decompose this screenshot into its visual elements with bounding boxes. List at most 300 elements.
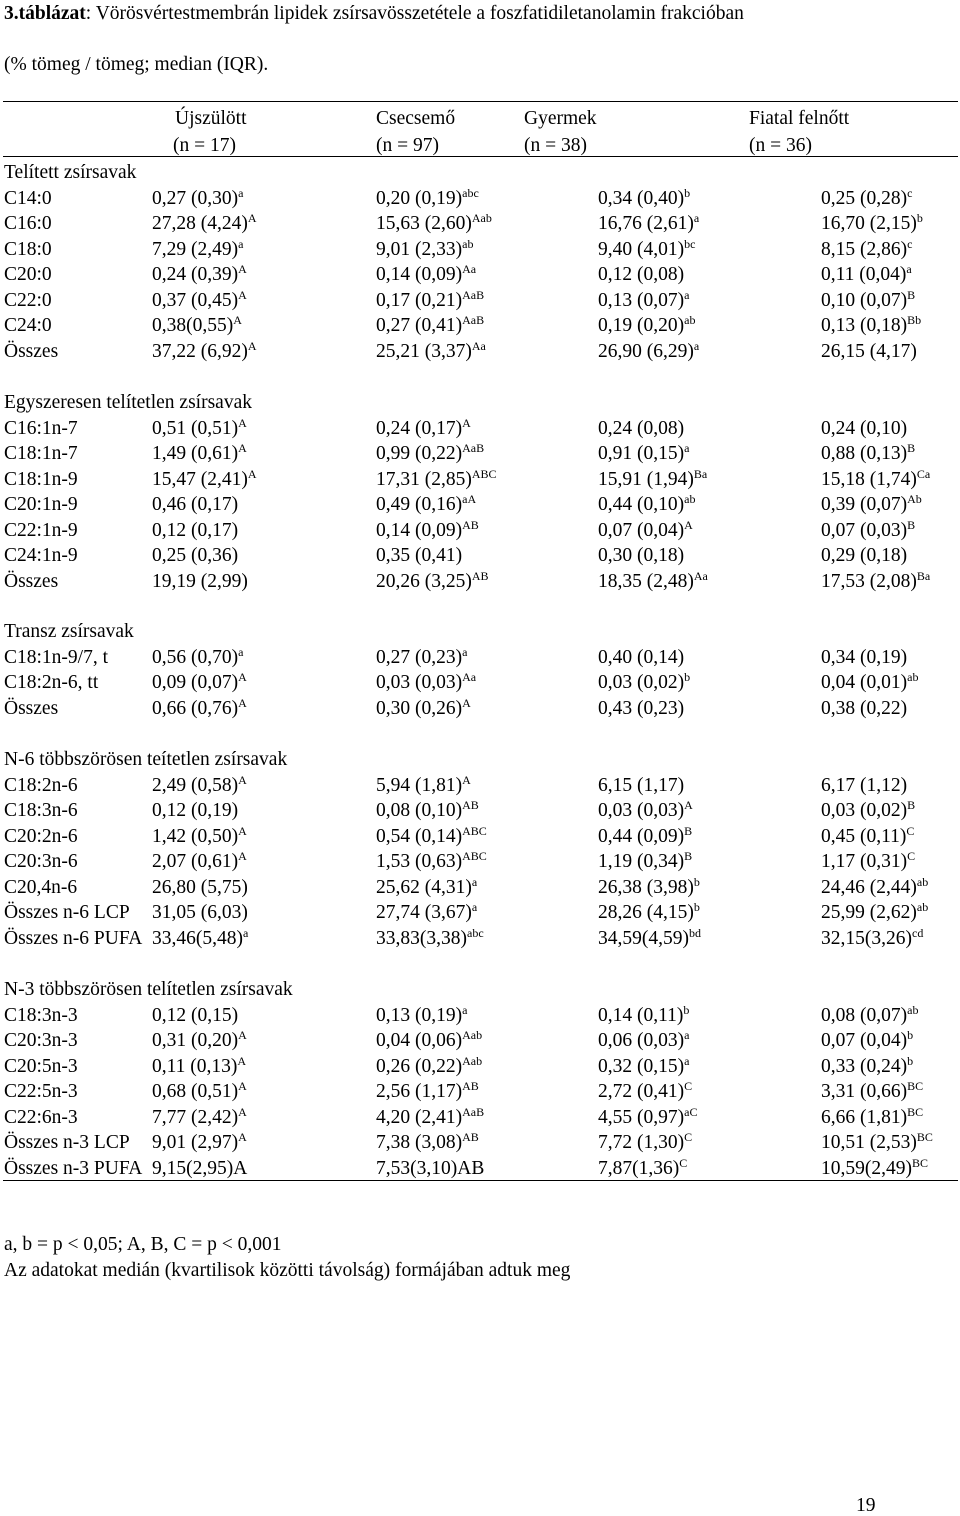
table-cell (152, 237, 244, 260)
table-cell (821, 288, 916, 311)
cell-value: 0,31 (0,20) (152, 1030, 239, 1051)
table-bottom-rule (3, 1180, 958, 1181)
significance-superscript: a (684, 1054, 690, 1068)
table-cell (376, 773, 471, 796)
cell-value: 0,66 (0,76) (152, 698, 239, 719)
table-cell (821, 849, 916, 872)
significance-superscript: AaB (462, 288, 485, 302)
significance-superscript: a (238, 645, 244, 659)
table-cell (821, 1028, 914, 1051)
table-cell (821, 313, 922, 336)
cell-value: 0,04 (0,06) (376, 1030, 463, 1051)
table-cell (376, 262, 477, 285)
cell-value: 0,09 (0,07) (152, 672, 239, 693)
table-cell (152, 313, 242, 336)
significance-superscript: Bb (907, 313, 922, 327)
cell-value: 0,10 (0,07) (821, 290, 908, 311)
significance-superscript: AB (471, 569, 489, 583)
cell-value: 1,53 (0,63) (376, 851, 463, 872)
cell-value: 0,14 (0,09) (376, 264, 463, 285)
significance-superscript: A (462, 416, 471, 430)
cell-value: 0,40 (0,14) (598, 647, 685, 668)
significance-superscript: b (907, 1054, 914, 1068)
cell-value: 0,27 (0,23) (376, 647, 463, 668)
cell-value: 0,11 (0,04) (821, 264, 907, 285)
table-cell (152, 801, 238, 821)
col-header-newborn: Újszülött (175, 108, 247, 129)
row-label: C22:0 (4, 290, 52, 311)
table-cell (376, 546, 462, 566)
table-cell (821, 419, 907, 439)
row-label: Összes n-6 PUFA (4, 928, 143, 949)
cell-value: 0,32 (0,15) (598, 1056, 685, 1077)
table-cell (821, 798, 916, 821)
table-cell (598, 313, 696, 336)
significance-superscript: B (907, 288, 916, 302)
row-label: C16:1n-7 (4, 418, 78, 439)
cell-value: 0,06 (0,03) (598, 1030, 685, 1051)
table-cell (598, 492, 696, 515)
table-cell (152, 1079, 247, 1102)
section-heading: Egyszeresen telítetlen zsírsavak (4, 392, 252, 413)
row-label: C20:3n-6 (4, 851, 78, 872)
significance-superscript: Ab (907, 492, 922, 506)
cell-value: 26,38 (3,98) (598, 877, 694, 898)
significance-superscript: a (684, 441, 690, 455)
cell-value: 7,87(1,36) (598, 1158, 680, 1179)
row-label: Összes n-3 LCP (4, 1132, 130, 1153)
significance-superscript: ab (462, 237, 474, 251)
row-label: C18:2n-6, tt (4, 672, 99, 693)
table-cell (821, 926, 924, 949)
col-header-newborn-n: (n = 17) (173, 135, 236, 156)
table-cell (598, 1028, 690, 1051)
cell-value: 27,74 (3,67) (376, 902, 472, 923)
cell-value: 34,59(4,59) (598, 928, 689, 949)
significance-superscript: Ca (916, 467, 931, 481)
table-cell (152, 416, 247, 439)
table-cell (821, 441, 916, 464)
table-cell (376, 416, 471, 439)
significance-superscript: Aa (693, 569, 708, 583)
table-cell (598, 518, 693, 541)
significance-superscript: A (238, 1079, 247, 1093)
table-cell (376, 237, 474, 260)
cell-value: 19,19 (2,99) (152, 571, 248, 592)
cell-value: 6,66 (1,81) (821, 1107, 908, 1128)
significance-superscript: A (238, 773, 247, 787)
cell-value: 0,14 (0,09) (376, 520, 463, 541)
table-cell (598, 849, 693, 872)
table-cell (152, 773, 247, 796)
significance-superscript: A (238, 849, 247, 863)
table-subtitle: (% tömeg / tömeg; median (IQR). (4, 54, 269, 75)
table-cell (152, 211, 257, 234)
table-cell (376, 1159, 484, 1179)
table-cell (598, 467, 708, 490)
row-label: C20:5n-3 (4, 1056, 78, 1077)
cell-value: 0,11 (0,13) (152, 1056, 238, 1077)
footnote-significance: a, b = p < 0,05; A, B, C = p < 0,001 (4, 1234, 282, 1255)
significance-superscript: AB (462, 1079, 479, 1093)
table-cell (821, 262, 912, 285)
row-label: Összes n-3 PUFA (4, 1158, 143, 1179)
significance-superscript: b (684, 670, 691, 684)
cell-value: 0,24 (0,17) (376, 418, 463, 439)
significance-superscript: a (471, 875, 478, 889)
significance-superscript: B (907, 518, 916, 532)
significance-superscript: Aab (471, 211, 492, 225)
cell-value: 0,88 (0,13) (821, 443, 908, 464)
significance-superscript: ab (684, 492, 696, 506)
page-number: 19 (856, 1495, 876, 1516)
cell-value: 31,05 (6,03) (152, 902, 248, 923)
row-label: Összes (4, 571, 59, 592)
cell-value: 0,56 (0,70) (152, 647, 239, 668)
table-cell (152, 824, 247, 847)
cell-value: 0,26 (0,22) (376, 1056, 463, 1077)
table-cell (152, 926, 249, 949)
significance-superscript: A (238, 416, 247, 430)
row-label: Összes n-6 LCP (4, 902, 130, 923)
table-cell (598, 211, 700, 234)
table-cell (821, 699, 907, 719)
cell-value: 0,25 (0,28) (821, 188, 908, 209)
table-cell (376, 1130, 479, 1153)
cell-value: 9,40 (4,01) (598, 239, 685, 260)
significance-superscript: A (462, 696, 471, 710)
significance-superscript: B (907, 798, 916, 812)
table-cell (376, 569, 489, 592)
significance-superscript: A (462, 773, 471, 787)
section-heading: Transz zsírsavak (4, 621, 134, 642)
significance-superscript: A (238, 696, 247, 710)
cell-value: 8,15 (2,86) (821, 239, 908, 260)
table-cell (376, 1003, 468, 1026)
significance-superscript: A (684, 518, 693, 532)
cell-value: 2,56 (1,17) (376, 1081, 463, 1102)
row-label: C18:0 (4, 239, 52, 260)
significance-superscript: C (684, 1079, 693, 1093)
significance-superscript: A (247, 467, 257, 481)
cell-value: 37,22 (6,92) (152, 341, 248, 362)
significance-superscript: Aa (471, 339, 486, 353)
cell-value: 0,13 (0,19) (376, 1005, 463, 1026)
cell-value: 0,13 (0,18) (821, 315, 908, 336)
cell-value: 0,38(0,55) (152, 315, 234, 336)
row-label: C20:0 (4, 264, 52, 285)
row-label: C18:1n-7 (4, 443, 78, 464)
cell-value: 0,30 (0,18) (598, 545, 685, 566)
cell-value: 10,51 (2,53) (821, 1132, 917, 1153)
table-cell (376, 1054, 483, 1077)
row-label: C18:1n-9 (4, 469, 78, 490)
cell-value: 24,46 (2,44) (821, 877, 917, 898)
table-cell (376, 1105, 485, 1128)
cell-value: 32,15(3,26) (821, 928, 912, 949)
row-label: C20:1n-9 (4, 494, 78, 515)
table-cell (598, 237, 696, 260)
significance-superscript: ab (684, 313, 696, 327)
significance-superscript: aA (462, 492, 477, 506)
cell-value: 5,94 (1,81) (376, 775, 463, 796)
significance-superscript: b (916, 211, 923, 225)
table-cell (152, 339, 257, 362)
table-cell (376, 313, 485, 336)
significance-superscript: AB (462, 518, 479, 532)
table-cell (598, 1105, 698, 1128)
significance-superscript: A (237, 1054, 247, 1068)
significance-superscript: b (907, 1028, 914, 1042)
table-cell (821, 518, 916, 541)
significance-superscript: b (683, 1003, 690, 1017)
cell-value: 2,49 (0,58) (152, 775, 239, 796)
table-cell (598, 699, 684, 719)
table-cell (598, 186, 691, 209)
table-cell (376, 211, 492, 234)
cell-value: 33,83(3,38) (376, 928, 467, 949)
section-heading: Telített zsírsavak (4, 162, 137, 183)
cell-value: 25,62 (4,31) (376, 877, 472, 898)
row-label: C24:1n-9 (4, 545, 78, 566)
cell-value: 9,01 (2,97) (152, 1132, 239, 1153)
cell-value: 0,34 (0,19) (821, 647, 908, 668)
table-title (4, 4, 744, 24)
cell-value: 7,29 (2,49) (152, 239, 239, 260)
cell-value: 0,19 (0,20) (598, 315, 685, 336)
significance-superscript: ab (907, 670, 919, 684)
cell-value: 0,49 (0,16) (376, 494, 463, 515)
table-cell (376, 186, 479, 209)
col-header-young-adult: Fiatal felnőtt (749, 108, 850, 129)
table-cell (598, 1130, 693, 1153)
significance-superscript: A (233, 313, 242, 327)
significance-superscript: Aa (462, 262, 477, 276)
cell-value: 4,20 (2,41) (376, 1107, 463, 1128)
table-cell (821, 1105, 924, 1128)
significance-superscript: bc (684, 237, 696, 251)
significance-superscript: Aa (462, 670, 477, 684)
footnote-format: Az adatokat medián (kvartilisok közötti távolság) formájában adtuk meg (4, 1260, 571, 1281)
significance-superscript: C (907, 849, 916, 863)
table-cell (598, 1054, 690, 1077)
cell-value: 0,17 (0,21) (376, 290, 463, 311)
significance-superscript: ABC (471, 467, 497, 481)
cell-value: 9,01 (2,33) (376, 239, 463, 260)
significance-superscript: B (684, 849, 693, 863)
cell-value: 4,55 (0,97) (598, 1107, 685, 1128)
table-cell (821, 776, 907, 796)
table-cell (152, 262, 247, 285)
table-cell (376, 492, 477, 515)
table-cell (598, 288, 690, 311)
cell-value: 0,27 (0,41) (376, 315, 463, 336)
table-cell (821, 648, 907, 668)
cell-value: 16,76 (2,61) (598, 213, 694, 234)
table-cell (598, 569, 708, 592)
cell-value: 1,17 (0,31) (821, 851, 908, 872)
significance-superscript: C (906, 824, 915, 838)
row-label: C18:3n-3 (4, 1005, 78, 1026)
table-top-rule (3, 101, 958, 102)
cell-value: 0,04 (0,01) (821, 672, 908, 693)
cell-value: 7,38 (3,08) (376, 1132, 463, 1153)
table-cell (821, 875, 929, 898)
cell-value: 7,77 (2,42) (152, 1107, 239, 1128)
col-header-infant: Csecsemő (376, 108, 456, 129)
significance-superscript: C (679, 1156, 688, 1170)
significance-superscript: ab (916, 875, 929, 889)
table-cell (152, 849, 247, 872)
table-cell (152, 546, 238, 566)
cell-value: 16,70 (2,15) (821, 213, 917, 234)
cell-value: 0,27 (0,30) (152, 188, 239, 209)
table-cell (152, 903, 248, 923)
table-cell (598, 900, 700, 923)
significance-superscript: A (238, 1105, 247, 1119)
table-cell (598, 265, 684, 285)
cell-value: 26,90 (6,29) (598, 341, 694, 362)
cell-value: 0,08 (0,10) (376, 800, 463, 821)
significance-superscript: A (238, 1130, 247, 1144)
table-cell (376, 645, 468, 668)
cell-value: 0,68 (0,51) (152, 1081, 239, 1102)
significance-superscript: A (247, 211, 257, 225)
table-cell (152, 441, 247, 464)
cell-value: 0,46 (0,17) (152, 494, 239, 515)
cell-value: 9,15(2,95)A (152, 1158, 248, 1179)
table-cell (598, 419, 684, 439)
table-cell (376, 900, 478, 923)
section-heading: N-3 többszörösen telítetlen zsírsavak (4, 979, 293, 1000)
table-cell (152, 1028, 247, 1051)
cell-value: 2,07 (0,61) (152, 851, 239, 872)
significance-superscript: A (238, 1028, 247, 1042)
significance-superscript: ab (907, 1003, 919, 1017)
table-cell (598, 1079, 693, 1102)
table-cell (598, 339, 700, 362)
col-header-young-adult-n: (n = 36) (749, 135, 812, 156)
table-cell (376, 1028, 483, 1051)
cell-value: 0,03 (0,02) (821, 800, 908, 821)
cell-value: 0,24 (0,10) (821, 418, 908, 439)
table-cell (821, 1079, 924, 1102)
row-label: Összes (4, 341, 59, 362)
cell-value: 26,15 (4,17) (821, 341, 917, 362)
cell-value: 0,12 (0,17) (152, 520, 239, 541)
significance-superscript: AaB (462, 313, 485, 327)
row-label: C18:2n-6 (4, 775, 78, 796)
significance-superscript: c (907, 186, 913, 200)
cell-value: 17,53 (2,08) (821, 571, 917, 592)
cell-value: 20,26 (3,25) (376, 571, 472, 592)
significance-superscript: AB (462, 798, 479, 812)
significance-superscript: a (243, 926, 249, 940)
significance-superscript: b (693, 875, 700, 889)
cell-value: 0,20 (0,19) (376, 188, 463, 209)
significance-superscript: bd (689, 926, 701, 940)
cell-value: 0,03 (0,02) (598, 672, 685, 693)
col-header-child-n: (n = 38) (524, 135, 587, 156)
cell-value: 0,45 (0,11) (821, 826, 907, 847)
cell-value: 17,31 (2,85) (376, 469, 472, 490)
table-cell (598, 1003, 690, 1026)
significance-superscript: b (684, 186, 691, 200)
significance-superscript: a (906, 262, 912, 276)
cell-value: 1,42 (0,50) (152, 826, 239, 847)
cell-value: 0,13 (0,07) (598, 290, 685, 311)
cell-value: 27,28 (4,24) (152, 213, 248, 234)
table-cell (152, 1159, 247, 1179)
significance-superscript: AaB (462, 1105, 485, 1119)
significance-superscript: AB (462, 1130, 479, 1144)
cell-value: 33,46(5,48) (152, 928, 243, 949)
cell-value: 0,39 (0,07) (821, 494, 908, 515)
table-cell (152, 572, 248, 592)
row-label: C22:1n-9 (4, 520, 78, 541)
significance-superscript: ABC (462, 849, 487, 863)
table-cell (152, 495, 238, 515)
table-cell (598, 1156, 688, 1179)
row-label: C20,4n-6 (4, 877, 78, 898)
cell-value: 18,35 (2,48) (598, 571, 694, 592)
significance-superscript: a (471, 900, 478, 914)
significance-superscript: A (684, 798, 693, 812)
table-cell (152, 521, 238, 541)
cell-value: 6,17 (1,12) (821, 775, 908, 796)
table-cell (821, 492, 922, 515)
table-cell (376, 518, 479, 541)
cell-value: 15,47 (2,41) (152, 469, 248, 490)
significance-superscript: a (238, 237, 244, 251)
cell-value: 1,49 (0,61) (152, 443, 239, 464)
table-cell (376, 926, 484, 949)
table-cell (152, 696, 247, 719)
row-label: C24:0 (4, 315, 52, 336)
cell-value: 0,03 (0,03) (598, 800, 685, 821)
significance-superscript: A (238, 262, 247, 276)
significance-superscript: A (238, 288, 247, 302)
significance-superscript: a (684, 288, 690, 302)
significance-superscript: A (238, 441, 247, 455)
table-cell (152, 467, 257, 490)
table-cell (376, 824, 487, 847)
cell-value: 3,31 (0,66) (821, 1081, 908, 1102)
cell-value: 0,44 (0,09) (598, 826, 685, 847)
cell-value: 28,26 (4,15) (598, 902, 694, 923)
cell-value: 0,24 (0,39) (152, 264, 239, 285)
cell-value: 0,14 (0,11) (598, 1005, 684, 1026)
cell-value: 0,30 (0,26) (376, 698, 463, 719)
table-cell (376, 798, 479, 821)
cell-value: 0,07 (0,03) (821, 520, 908, 541)
cell-value: 0,03 (0,03) (376, 672, 463, 693)
section-heading: N-6 többszörösen teítetlen zsírsavak (4, 749, 288, 770)
table-cell (598, 670, 691, 693)
significance-superscript: cd (912, 926, 924, 940)
significance-superscript: abc (467, 926, 484, 940)
cell-value: 15,91 (1,94) (598, 469, 694, 490)
row-label: Összes (4, 698, 59, 719)
table-cell (821, 569, 931, 592)
cell-value: 0,54 (0,14) (376, 826, 463, 847)
table-cell (598, 441, 690, 464)
cell-value: 7,53(3,10)AB (376, 1158, 485, 1179)
significance-superscript: A (247, 339, 257, 353)
cell-value: 0,51 (0,51) (152, 418, 239, 439)
row-label: C20:3n-3 (4, 1030, 78, 1051)
row-label: C22:6n-3 (4, 1107, 78, 1128)
